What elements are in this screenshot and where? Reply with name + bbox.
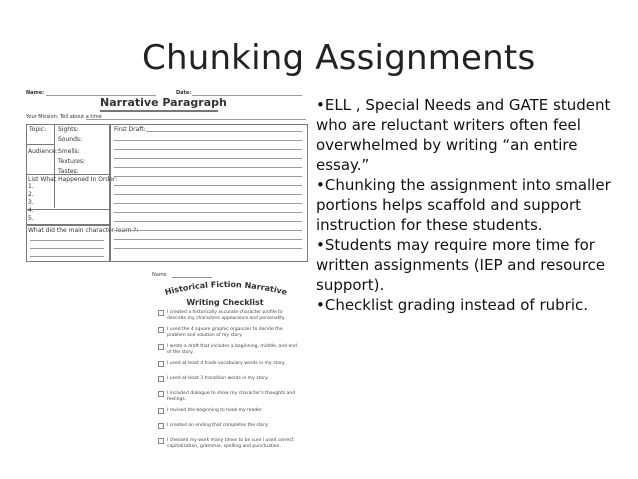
ws-list-number: 5. xyxy=(28,215,34,222)
cl-title-line2: Writing Checklist xyxy=(186,298,264,307)
ws-name-label: Name: xyxy=(26,90,45,96)
checklist-item: I used the 4 square graphic organizer to decide the problem and solution of my story. xyxy=(158,327,300,338)
bullet-item: •Chunking the assignment into smaller portions helps scaffold and support instruction for these students. xyxy=(316,176,611,234)
narrative-paragraph-worksheet xyxy=(26,90,308,268)
ws-sights-label: Sights: xyxy=(58,126,79,133)
ws-smells-label: Smells: xyxy=(58,148,80,155)
checklist-item: I wrote a draft that includes a beginning, middle, and end of the story. xyxy=(158,344,300,355)
cl-title-line1: Historical Fiction Narrative xyxy=(163,279,289,297)
bullet-list xyxy=(316,95,616,315)
ws-mission-label: Your Mission: Tell about a time xyxy=(26,114,102,120)
svg-text:Historical Fiction Narrative xyxy=(164,280,289,297)
bullet-item: •Students may require more time for written assignments (IEP and resource support). xyxy=(316,236,606,294)
checklist-item: I included dialogue to show my character's thoughts and feelings. xyxy=(158,391,300,402)
ws-list-number: 4. xyxy=(28,207,34,214)
writing-checklist-worksheet xyxy=(150,272,300,472)
checklist-item: I revised the beginning to hook my reader. xyxy=(158,408,300,414)
ws-first-draft-label: First Draft: xyxy=(114,126,146,133)
ws-lesson-question: What did the main character learn ?: xyxy=(28,227,139,234)
ws-textures-label: Textures: xyxy=(58,158,86,165)
ws-topic-label: Topic: xyxy=(29,126,47,133)
ws-sounds-label: Sounds: xyxy=(58,136,83,143)
checklist-item: I created an ending that completes the story. xyxy=(158,423,300,429)
ws-list-number: 2. xyxy=(28,191,34,198)
ws-audience-label: Audience: xyxy=(28,148,58,155)
checklist-item: I used at least 3 transition words in my story. xyxy=(158,376,300,382)
cl-name-label: Name xyxy=(152,272,167,278)
ws-list-title: List What Happened In Order: xyxy=(28,176,118,183)
ws-list-number: 3. xyxy=(28,199,34,206)
slide-title: Chunking Assignments xyxy=(142,38,536,78)
ws-date-label: Date: xyxy=(176,90,192,96)
checklist-item: I created a historically accurate character profile to describe my characters appearance and personality. xyxy=(158,310,300,321)
checklist-item: I checked my work many times to be sure I used correct capitalization, grammar, spelling and punctuation. xyxy=(158,438,300,449)
ws-list-number: 1. xyxy=(28,183,34,190)
ws-first-draft-box xyxy=(110,124,308,262)
ws-tastes-label: Tastes: xyxy=(58,168,79,175)
ws-heading: Narrative Paragraph xyxy=(100,96,227,109)
checklist-item: I used at least 4 trade vocabulary words in my story. xyxy=(158,361,300,367)
bullet-item: •Checklist grading instead of rubric. xyxy=(316,296,589,314)
bullet-item: •ELL , Special Needs and GATE student who are reluctant writers often feel overwhelmed by writing “an entire essay.” xyxy=(316,96,611,174)
